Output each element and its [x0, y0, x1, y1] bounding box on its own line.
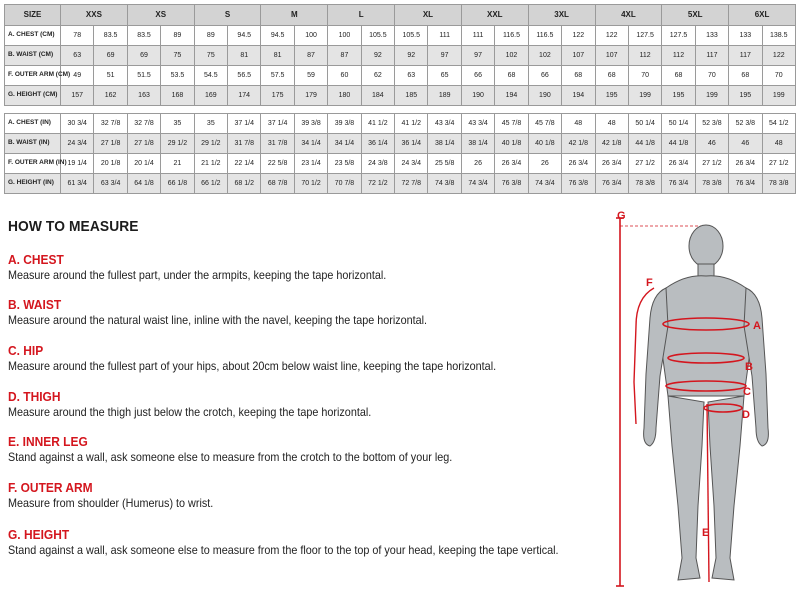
- row-label: B. WAIST (CM): [5, 46, 61, 66]
- table-cell: 19 1/4: [61, 154, 94, 174]
- measure-waist: [8, 297, 598, 328]
- table-cell: 24 3/4: [61, 134, 94, 154]
- table-cell: 45 7/8: [528, 114, 561, 134]
- table-cell: 199: [628, 86, 661, 106]
- table-cell: 70: [695, 66, 728, 86]
- table-cell: 36 1/4: [395, 134, 428, 154]
- table-cell: 35: [161, 114, 194, 134]
- table-cell: 81: [261, 46, 294, 66]
- table-cell: 70: [628, 66, 661, 86]
- table-cell: 43 3/4: [428, 114, 461, 134]
- table-cell: 40 1/8: [495, 134, 528, 154]
- table-cell: 76 3/4: [662, 174, 695, 194]
- table-cell: 78 3/8: [628, 174, 661, 194]
- size-chart-table: [4, 4, 796, 194]
- table-cell: 97: [461, 46, 494, 66]
- table-cell: 54 1/2: [762, 114, 795, 134]
- table-cell: 27 1/2: [695, 154, 728, 174]
- measure-chest-desc: Measure around the fullest part, under the armpits, keeping the tape horizontal.: [8, 268, 387, 282]
- table-cell: 35: [194, 114, 227, 134]
- table-cell: 184: [361, 86, 394, 106]
- table-cell: 105.5: [361, 26, 394, 46]
- table-cell: 43 3/4: [461, 114, 494, 134]
- table-cell: 22 1/4: [228, 154, 261, 174]
- table-cell: 38 1/4: [461, 134, 494, 154]
- table-cell: 68: [562, 66, 595, 86]
- table-cell: 157: [61, 86, 94, 106]
- table-cell: 42 1/8: [595, 134, 628, 154]
- size-column-header: 4XL: [595, 5, 662, 26]
- size-column-header: S: [194, 5, 261, 26]
- table-cell: 190: [461, 86, 494, 106]
- table-cell: 116.5: [528, 26, 561, 46]
- measure-height-title: G. HEIGHT: [8, 527, 70, 542]
- table-cell: 48: [562, 114, 595, 134]
- table-cell: 195: [662, 86, 695, 106]
- table-cell: 70: [762, 66, 795, 86]
- table-cell: 21 1/2: [194, 154, 227, 174]
- measure-inner-leg-desc: Stand against a wall, ask someone else to measure from the crotch to the bottom of your leg.: [8, 450, 453, 464]
- table-cell: 70 1/2: [294, 174, 327, 194]
- table-cell: 162: [94, 86, 127, 106]
- table-cell: 46: [695, 134, 728, 154]
- table-cell: 30 3/4: [61, 114, 94, 134]
- table-cell: 27 1/2: [762, 154, 795, 174]
- table-cell: 26: [461, 154, 494, 174]
- table-cell: 122: [762, 46, 795, 66]
- table-cell: 61 3/4: [61, 174, 94, 194]
- table-cell: 56.5: [228, 66, 261, 86]
- table-cell: 74 3/4: [528, 174, 561, 194]
- table-cell: 127.5: [628, 26, 661, 46]
- table-cell: 111: [461, 26, 494, 46]
- table-cell: 54.5: [194, 66, 227, 86]
- row-label: F. OUTER ARM (IN): [5, 154, 61, 174]
- table-cell: 48: [595, 114, 628, 134]
- label-d: D: [742, 409, 750, 421]
- table-cell: 27 1/8: [127, 134, 160, 154]
- row-label: G. HEIGHT (IN): [5, 174, 61, 194]
- table-cell: 107: [595, 46, 628, 66]
- table-cell: 68: [495, 66, 528, 86]
- table-cell: 199: [762, 86, 795, 106]
- table-cell: 44 1/8: [662, 134, 695, 154]
- table-cell: 117: [695, 46, 728, 66]
- table-cell: 24 3/4: [395, 154, 428, 174]
- table-cell: 107: [562, 46, 595, 66]
- size-column-header: M: [261, 5, 328, 26]
- table-cell: 34 1/4: [294, 134, 327, 154]
- table-cell: 68: [662, 66, 695, 86]
- table-cell: 68: [595, 66, 628, 86]
- table-cell: 83.5: [94, 26, 127, 46]
- table-cell: 64 1/8: [127, 174, 160, 194]
- table-cell: 163: [127, 86, 160, 106]
- table-cell: 24 3/8: [361, 154, 394, 174]
- measure-hip: [8, 343, 598, 374]
- table-cell: 66 1/2: [194, 174, 227, 194]
- table-cell: 27 1/2: [628, 154, 661, 174]
- table-cell: 112: [628, 46, 661, 66]
- table-cell: 65: [428, 66, 461, 86]
- table-cell: 76 3/8: [495, 174, 528, 194]
- size-column-header: XS: [127, 5, 194, 26]
- table-cell: 116.5: [495, 26, 528, 46]
- table-cell: 189: [428, 86, 461, 106]
- table-cell: 127.5: [662, 26, 695, 46]
- table-cell: 168: [161, 86, 194, 106]
- table-cell: 38 1/4: [428, 134, 461, 154]
- table-cell: 42 1/8: [562, 134, 595, 154]
- body-measurement-figure: [606, 206, 796, 592]
- table-cell: 138.5: [762, 26, 795, 46]
- table-cell: 52 3/8: [729, 114, 762, 134]
- label-g: G: [617, 210, 626, 222]
- table-row: [5, 66, 796, 86]
- table-row: [5, 46, 796, 66]
- size-column-header: XXS: [61, 5, 128, 26]
- size-column-header: 6XL: [729, 5, 796, 26]
- table-cell: 94.5: [228, 26, 261, 46]
- row-label: B. WAIST (IN): [5, 134, 61, 154]
- table-spacer-row: [5, 106, 796, 114]
- table-cell: 63: [61, 46, 94, 66]
- table-cell: 26 3/4: [495, 154, 528, 174]
- table-cell: 25 5/8: [428, 154, 461, 174]
- table-cell: 51.5: [127, 66, 160, 86]
- table-cell: 68 7/8: [261, 174, 294, 194]
- label-a: A: [753, 320, 761, 332]
- table-cell: 78 3/8: [695, 174, 728, 194]
- table-cell: 29 1/2: [194, 134, 227, 154]
- table-cell: 37 1/4: [261, 114, 294, 134]
- table-cell: 44 1/8: [628, 134, 661, 154]
- table-cell: 133: [729, 26, 762, 46]
- table-cell: 72 1/2: [361, 174, 394, 194]
- table-cell: 94.5: [261, 26, 294, 46]
- table-cell: 21: [161, 154, 194, 174]
- table-cell: 63 3/4: [94, 174, 127, 194]
- table-cell: 50 1/4: [662, 114, 695, 134]
- table-cell: 194: [495, 86, 528, 106]
- table-cell: 26: [528, 154, 561, 174]
- measure-height: [8, 527, 598, 558]
- table-cell: 169: [194, 86, 227, 106]
- table-cell: 195: [729, 86, 762, 106]
- table-cell: 40 1/8: [528, 134, 561, 154]
- table-cell: 60: [328, 66, 361, 86]
- table-cell: 27 1/8: [94, 134, 127, 154]
- table-cell: 53.5: [161, 66, 194, 86]
- table-row: [5, 134, 796, 154]
- size-header-row: [5, 5, 796, 26]
- table-row: [5, 154, 796, 174]
- table-cell: 174: [228, 86, 261, 106]
- row-label: A. CHEST (IN): [5, 114, 61, 134]
- table-cell: 66: [528, 66, 561, 86]
- table-row: [5, 114, 796, 134]
- table-cell: 133: [695, 26, 728, 46]
- table-cell: 87: [294, 46, 327, 66]
- table-cell: 29 1/2: [161, 134, 194, 154]
- table-spacer-cell: [5, 106, 796, 114]
- label-f: F: [646, 277, 653, 289]
- table-cell: 122: [562, 26, 595, 46]
- table-cell: 76 3/4: [595, 174, 628, 194]
- table-cell: 32 7/8: [94, 114, 127, 134]
- label-c: C: [743, 386, 751, 398]
- table-row: [5, 174, 796, 194]
- table-cell: 78: [61, 26, 94, 46]
- table-cell: 46: [729, 134, 762, 154]
- size-header-cell: SIZE: [5, 5, 61, 26]
- size-column-header: XXL: [461, 5, 528, 26]
- table-cell: 117: [729, 46, 762, 66]
- size-column-header: 3XL: [528, 5, 595, 26]
- measure-hip-desc: Measure around the fullest part of your hips, about 20cm below waist line, keeping the tape horizontal.: [8, 359, 497, 373]
- measure-chest-title: A. CHEST: [8, 252, 64, 267]
- row-label: G. HEIGHT (CM): [5, 86, 61, 106]
- table-cell: 175: [261, 86, 294, 106]
- measure-outer-arm: [8, 480, 598, 511]
- label-e: E: [702, 527, 710, 539]
- table-cell: 74 3/4: [461, 174, 494, 194]
- table-cell: 49: [61, 66, 94, 86]
- table-cell: 195: [595, 86, 628, 106]
- table-cell: 92: [395, 46, 428, 66]
- table-cell: 75: [161, 46, 194, 66]
- table-cell: 37 1/4: [228, 114, 261, 134]
- table-cell: 69: [94, 46, 127, 66]
- table-cell: 111: [428, 26, 461, 46]
- table-cell: 39 3/8: [294, 114, 327, 134]
- table-cell: 57.5: [261, 66, 294, 86]
- table-cell: 41 1/2: [361, 114, 394, 134]
- table-row: [5, 26, 796, 46]
- table-cell: 89: [161, 26, 194, 46]
- table-cell: 26 3/4: [595, 154, 628, 174]
- measure-chest: [8, 252, 598, 283]
- table-cell: 75: [194, 46, 227, 66]
- table-cell: 59: [294, 66, 327, 86]
- table-cell: 97: [428, 46, 461, 66]
- table-cell: 76 3/4: [729, 174, 762, 194]
- measure-thigh-title: D. THIGH: [8, 389, 61, 404]
- measure-thigh-desc: Measure around the thigh just below the crotch, keeping the tape horizontal.: [8, 405, 372, 419]
- table-cell: 48: [762, 134, 795, 154]
- table-cell: 51: [94, 66, 127, 86]
- measure-inner-leg-title: E. INNER LEG: [8, 434, 88, 449]
- measure-waist-desc: Measure around the natural waist line, inline with the navel, keeping the tape horizontal.: [8, 313, 428, 327]
- inner-leg-measure-line: [707, 404, 709, 582]
- table-cell: 39 3/8: [328, 114, 361, 134]
- how-to-measure-title: HOW TO MEASURE: [8, 218, 139, 235]
- label-b: B: [745, 361, 753, 373]
- table-cell: 199: [695, 86, 728, 106]
- table-cell: 50 1/4: [628, 114, 661, 134]
- size-column-header: XL: [395, 5, 462, 26]
- table-cell: 31 7/8: [261, 134, 294, 154]
- measure-waist-title: B. WAIST: [8, 297, 62, 312]
- table-cell: 52 3/8: [695, 114, 728, 134]
- table-cell: 45 7/8: [495, 114, 528, 134]
- measure-height-desc: Stand against a wall, ask someone else to measure from the floor to the top of your head, keeping the tape vertical.: [8, 543, 559, 557]
- measure-outer-arm-desc: Measure from shoulder (Humerus) to wrist.: [8, 496, 214, 510]
- table-cell: 76 3/8: [562, 174, 595, 194]
- table-cell: 69: [127, 46, 160, 66]
- table-cell: 36 1/4: [361, 134, 394, 154]
- table-cell: 105.5: [395, 26, 428, 46]
- table-cell: 32 7/8: [127, 114, 160, 134]
- table-cell: 23 5/8: [328, 154, 361, 174]
- table-cell: 41 1/2: [395, 114, 428, 134]
- table-cell: 112: [662, 46, 695, 66]
- table-cell: 34 1/4: [328, 134, 361, 154]
- table-cell: 83.5: [127, 26, 160, 46]
- table-cell: 194: [562, 86, 595, 106]
- table-cell: 102: [528, 46, 561, 66]
- table-cell: 100: [294, 26, 327, 46]
- table-cell: 66 1/8: [161, 174, 194, 194]
- table-cell: 72 7/8: [395, 174, 428, 194]
- table-cell: 180: [328, 86, 361, 106]
- table-cell: 26 3/4: [729, 154, 762, 174]
- table-cell: 22 5/8: [261, 154, 294, 174]
- table-cell: 66: [461, 66, 494, 86]
- table-cell: 92: [361, 46, 394, 66]
- measure-outer-arm-title: F. OUTER ARM: [8, 480, 93, 495]
- table-cell: 100: [328, 26, 361, 46]
- table-cell: 78 3/8: [762, 174, 795, 194]
- table-row: [5, 86, 796, 106]
- table-cell: 63: [395, 66, 428, 86]
- table-cell: 20 1/8: [94, 154, 127, 174]
- row-label: F. OUTER ARM (CM): [5, 66, 61, 86]
- table-cell: 190: [528, 86, 561, 106]
- table-cell: 62: [361, 66, 394, 86]
- size-column-header: 5XL: [662, 5, 729, 26]
- table-cell: 31 7/8: [228, 134, 261, 154]
- measure-thigh: [8, 389, 598, 420]
- row-label: A. CHEST (CM): [5, 26, 61, 46]
- table-cell: 89: [194, 26, 227, 46]
- table-cell: 26 3/4: [562, 154, 595, 174]
- table-cell: 23 1/4: [294, 154, 327, 174]
- table-cell: 81: [228, 46, 261, 66]
- table-cell: 74 3/8: [428, 174, 461, 194]
- table-cell: 20 1/4: [127, 154, 160, 174]
- table-cell: 179: [294, 86, 327, 106]
- measure-inner-leg: [8, 434, 598, 465]
- table-cell: 26 3/4: [662, 154, 695, 174]
- table-cell: 102: [495, 46, 528, 66]
- table-cell: 87: [328, 46, 361, 66]
- measure-hip-title: C. HIP: [8, 343, 44, 358]
- size-column-header: L: [328, 5, 395, 26]
- table-cell: 68 1/2: [228, 174, 261, 194]
- table-cell: 70 7/8: [328, 174, 361, 194]
- table-cell: 185: [395, 86, 428, 106]
- table-cell: 122: [595, 26, 628, 46]
- table-cell: 68: [729, 66, 762, 86]
